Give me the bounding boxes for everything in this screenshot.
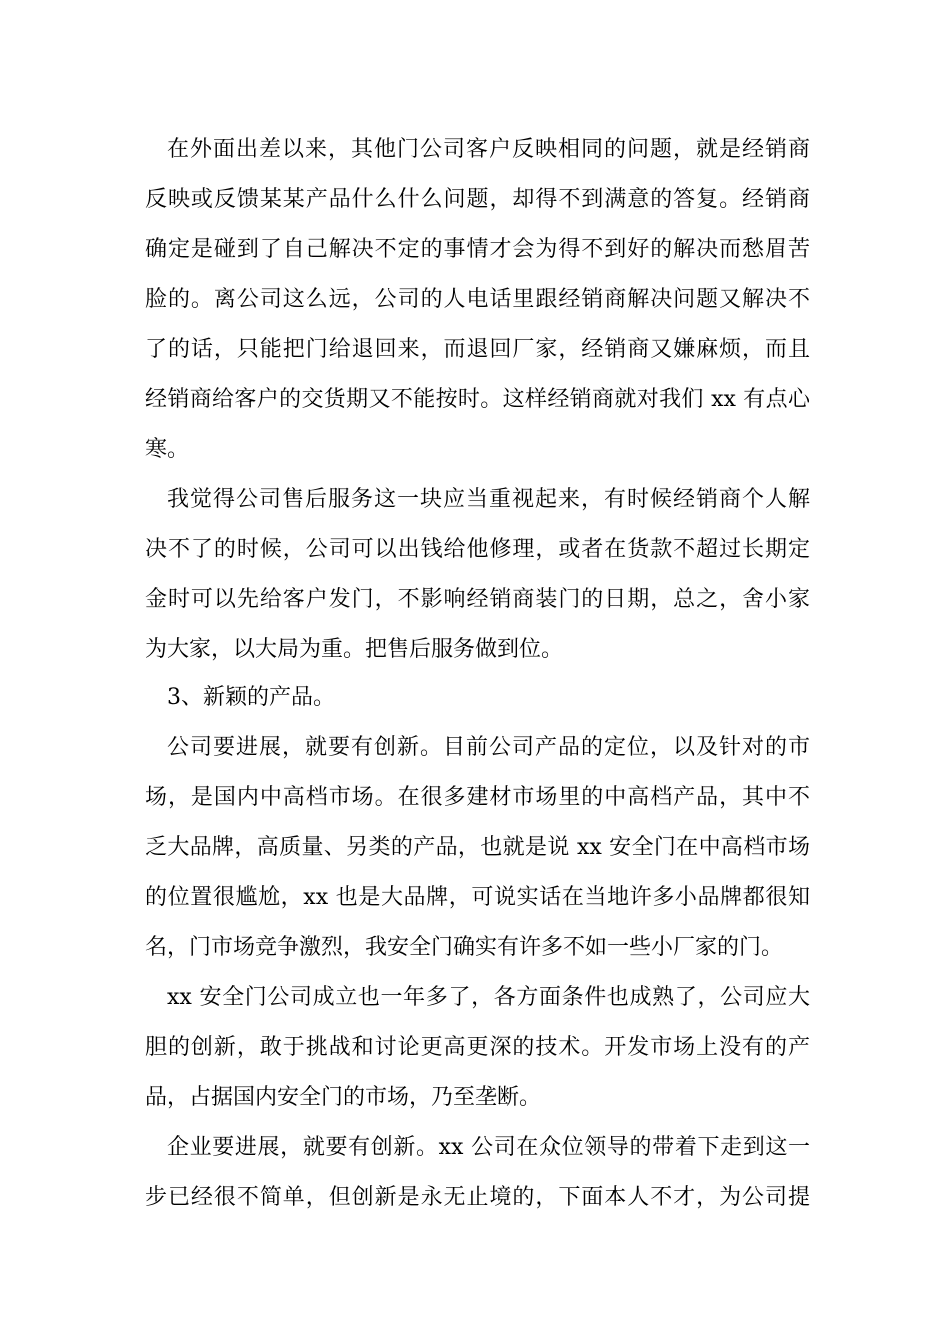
paragraph-3-line-5: 名，门市场竞争激烈，我安全门确实有许多不如一些小厂家的门。 xyxy=(145,935,784,960)
paragraph-5-line-1: 企业要进展，就要有创新。xx 公司在众位领导的带着下走到这一 xyxy=(167,1135,810,1160)
paragraph-1-line-4: 脸的。离公司这么远，公司的人电话里跟经销商解决问题又解决不 xyxy=(145,287,810,312)
paragraph-3-line-2: 场，是国内中高档市场。在很多建材市场里的中高档产品，其中不 xyxy=(145,785,810,810)
paragraph-4-line-1: xx 安全门公司成立也一年多了，各方面条件也成熟了，公司应大 xyxy=(167,985,810,1010)
paragraph-1-line-3: 确定是碰到了自己解决不定的事情才会为得不到好的解决而愁眉苦 xyxy=(145,237,810,262)
paragraph-3-line-3: 乏大品牌，高质量、另类的产品，也就是说 xx 安全门在中高档市场 xyxy=(145,835,810,860)
paragraph-5-line-2: 步已经很不简单，但创新是永无止境的，下面本人不才，为公司提 xyxy=(145,1185,810,1210)
paragraph-2-line-2: 决不了的时候，公司可以出钱给他修理，或者在货款不超过长期定 xyxy=(145,537,810,562)
paragraph-4-line-3: 品，占据国内安全门的市场，乃至垄断。 xyxy=(145,1085,542,1110)
paragraph-4-line-2: 胆的创新，敢于挑战和讨论更高更深的技术。开发市场上没有的产 xyxy=(145,1035,810,1060)
paragraph-3-line-4: 的位置很尴尬，xx 也是大品牌，可说实话在当地许多小品牌都很知 xyxy=(145,885,810,910)
paragraph-1-line-1: 在外面出差以来，其他门公司客户反映相同的问题，就是经销商 xyxy=(167,137,810,162)
paragraph-1-line-5: 了的话，只能把门给退回来，而退回厂家，经销商又嫌麻烦，而且 xyxy=(145,337,810,362)
paragraph-1-line-2: 反映或反馈某某产品什么什么问题，却得不到满意的答复。经销商 xyxy=(145,187,810,212)
paragraph-2-line-1: 我觉得公司售后服务这一块应当重视起来，有时候经销商个人解 xyxy=(167,487,810,512)
paragraph-1-line-7: 寒。 xyxy=(145,437,190,462)
paragraph-2-line-3: 金时可以先给客户发门，不影响经销商装门的日期，总之，舍小家 xyxy=(145,587,810,612)
section-heading: 3、新颖的产品。 xyxy=(167,685,335,710)
paragraph-2-line-4: 为大家，以大局为重。把售后服务做到位。 xyxy=(145,637,564,662)
paragraph-3-line-1: 公司要进展，就要有创新。目前公司产品的定位，以及针对的市 xyxy=(167,735,810,760)
paragraph-1-line-6: 经销商给客户的交货期又不能按时。这样经销商就对我们 xx 有点心 xyxy=(145,387,810,412)
